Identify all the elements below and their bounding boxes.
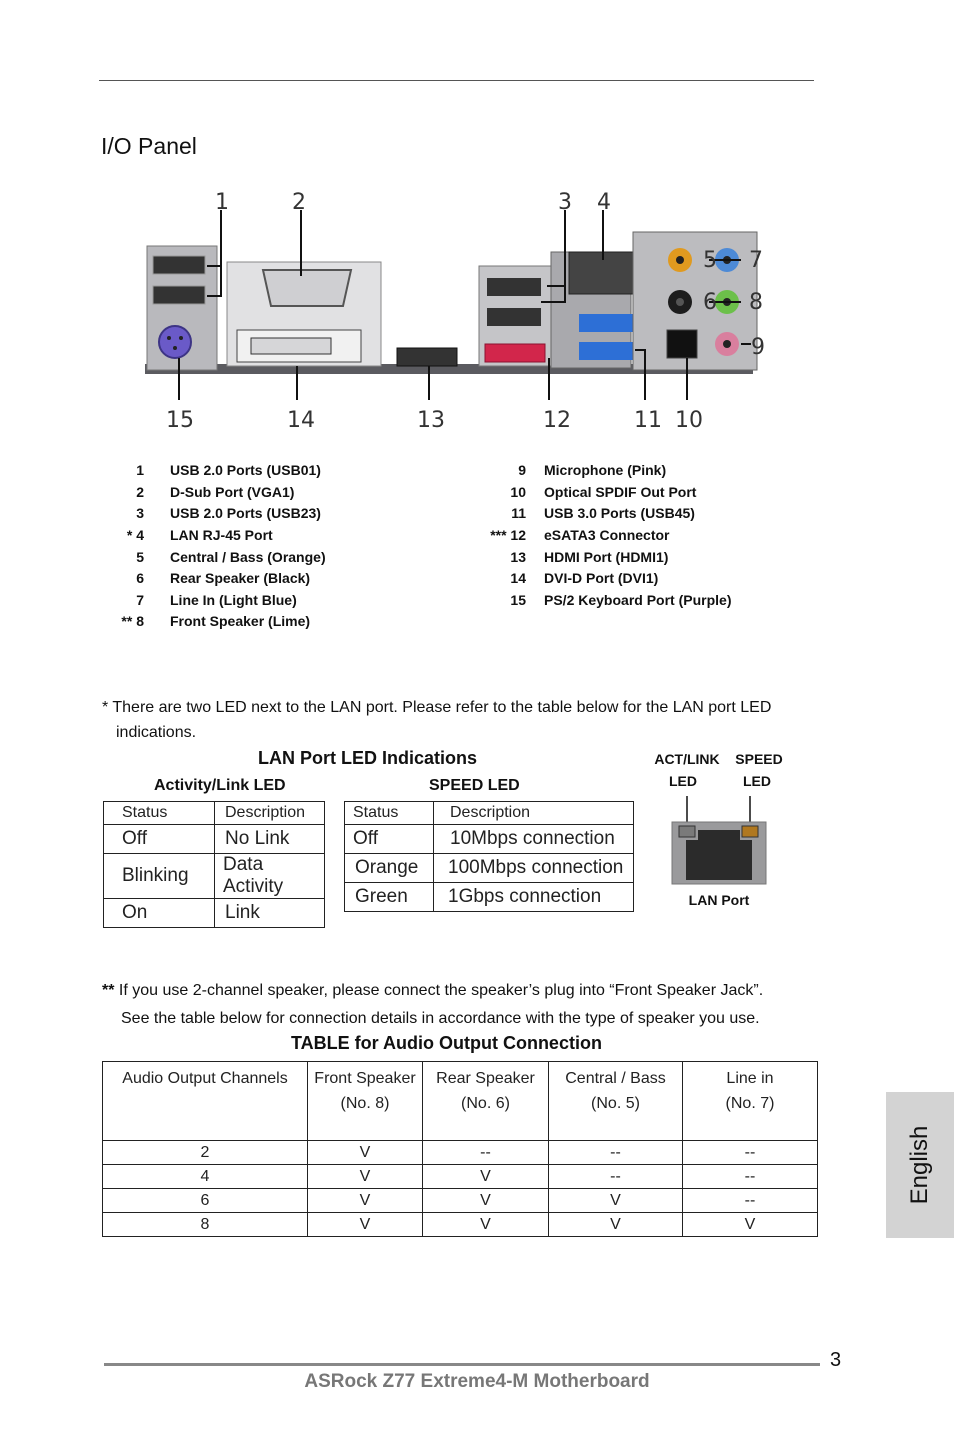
callout-7: 7 [749, 248, 763, 273]
table-header-cell: Central / Bass (No. 5) [549, 1062, 683, 1141]
callout-1: 1 [215, 190, 229, 215]
table-cell: 2 [103, 1141, 308, 1165]
table-cell: -- [683, 1165, 818, 1189]
callout-11: 11 [634, 408, 662, 433]
callout-10: 10 [675, 408, 703, 433]
top-rule [99, 80, 814, 81]
table-cell: Green [345, 883, 434, 912]
table-header-cell: Front Speaker (No. 8) [308, 1062, 423, 1141]
table-cell: Data Activity [215, 854, 325, 899]
callout-2: 2 [292, 190, 306, 215]
table-row [103, 1213, 818, 1237]
table-row [345, 802, 634, 825]
table-cell: V [423, 1165, 549, 1189]
io-panel-image [145, 190, 765, 433]
table-row [345, 883, 634, 912]
table-cell: V [308, 1165, 423, 1189]
table-row [103, 1165, 818, 1189]
table-cell: -- [423, 1141, 549, 1165]
table-cell: V [308, 1213, 423, 1237]
table-cell: -- [683, 1141, 818, 1165]
table-row [104, 825, 325, 854]
activity-led-table [103, 801, 325, 928]
table-cell: -- [549, 1165, 683, 1189]
table-cell: Blinking [104, 854, 215, 899]
table-header-cell: Line in (No. 7) [683, 1062, 818, 1141]
table-header-cell: Rear Speaker (No. 6) [423, 1062, 549, 1141]
table-cell: V [308, 1141, 423, 1165]
audio-output-table [102, 1061, 818, 1237]
table-row [103, 1062, 818, 1141]
language-tab-label: English [906, 1125, 933, 1205]
callout-9: 9 [751, 335, 765, 360]
table-header-cell: Description [215, 802, 325, 825]
callout-15: 15 [166, 408, 194, 433]
callout-5: 5 [703, 248, 717, 273]
table-row [345, 854, 634, 883]
speaker-note-line2: See the table below for connection details in accordance with the type of speaker you use. [121, 1010, 760, 1027]
lan-note-line2: indications. [116, 724, 197, 741]
table-cell: No Link [215, 825, 325, 854]
callout-3: 3 [558, 190, 572, 215]
section-title: I/O Panel [101, 133, 197, 159]
table-cell: V [549, 1189, 683, 1213]
footer-rule [104, 1363, 820, 1366]
table-cell: V [308, 1189, 423, 1213]
footer-title: ASRock Z77 Extreme4-M Motherboard [304, 1371, 650, 1392]
page-number: 3 [830, 1349, 842, 1371]
table-row [103, 1141, 818, 1165]
activity-led-caption: Activity/Link LED [154, 777, 286, 794]
table-cell: Link [215, 899, 325, 928]
speed-label: SPEED [735, 751, 783, 767]
table-cell: 6 [103, 1189, 308, 1213]
table-row [345, 825, 634, 854]
callout-6: 6 [703, 290, 717, 315]
table-cell: 8 [103, 1213, 308, 1237]
table-cell: V [683, 1213, 818, 1237]
table-cell: 4 [103, 1165, 308, 1189]
speed-led-caption: SPEED LED [429, 777, 520, 794]
table-cell: On [104, 899, 215, 928]
table-cell: 100Mbps connection [434, 854, 634, 883]
lan-note-line1: * There are two LED next to the LAN port. Please refer to the table below for the LAN port LED [102, 699, 772, 716]
table-cell: 10Mbps connection [434, 825, 634, 854]
table-cell: -- [683, 1189, 818, 1213]
callout-4: 4 [597, 190, 611, 215]
table-cell: Off [104, 825, 215, 854]
table-row [104, 899, 325, 928]
table-row [104, 854, 325, 899]
speaker-note-line1 [102, 978, 763, 1003]
audio-table-title: TABLE for Audio Output Connection [291, 1033, 602, 1053]
lan-port-icon [668, 796, 770, 888]
table-cell: V [423, 1213, 549, 1237]
speed-led-label: LED [743, 773, 771, 789]
table-cell: 1Gbps connection [434, 883, 634, 912]
speed-led-table [344, 801, 634, 912]
table-header-cell: Description [434, 802, 634, 825]
act-link-led-label: LED [669, 773, 697, 789]
lan-port-label: LAN Port [688, 892, 750, 908]
callout-12: 12 [543, 408, 571, 433]
callout-13: 13 [417, 408, 445, 433]
speaker-note-text: If you use 2-channel speaker, please connect the speaker’s plug into “Front Speaker Jack”. [118, 982, 764, 999]
table-cell: V [423, 1189, 549, 1213]
language-tab [886, 1092, 954, 1238]
act-link-label: ACT/LINK [654, 751, 720, 767]
table-header-cell: Status [104, 802, 215, 825]
table-cell: V [549, 1213, 683, 1237]
table-row [104, 802, 325, 825]
table-header-cell: Audio Output Channels [103, 1062, 308, 1141]
table-cell: Off [345, 825, 434, 854]
lan-table-title: LAN Port LED Indications [258, 748, 478, 768]
callout-14: 14 [287, 408, 315, 433]
table-header-cell: Status [345, 802, 434, 825]
table-cell: Orange [345, 854, 434, 883]
table-cell: -- [549, 1141, 683, 1165]
speaker-note-mark: ** [102, 982, 115, 999]
callout-8: 8 [749, 290, 763, 315]
table-row [103, 1189, 818, 1213]
